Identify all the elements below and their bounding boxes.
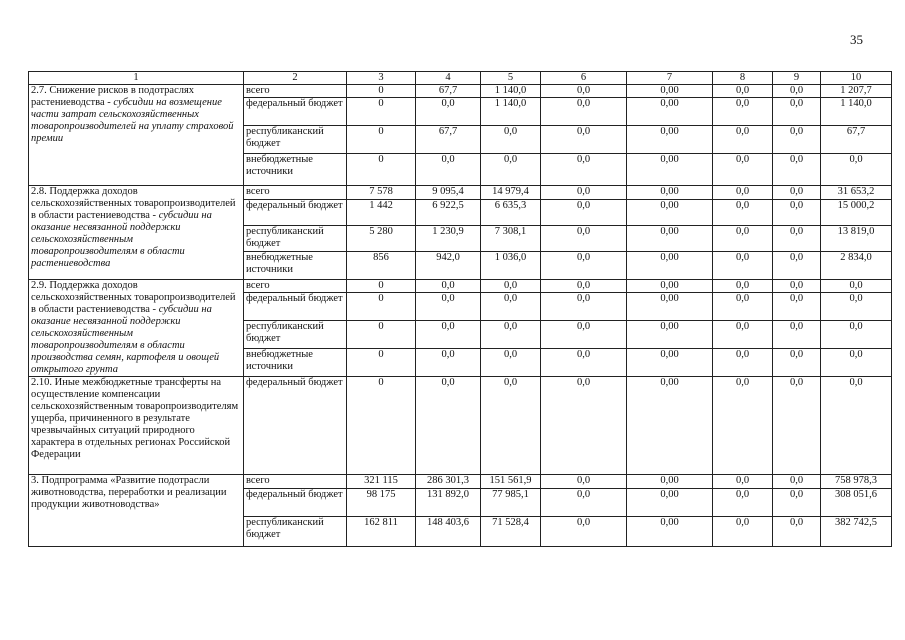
value-cell: 0,00: [627, 475, 713, 489]
value-cell: 0,0: [773, 321, 821, 349]
value-cell: 0,0: [541, 377, 627, 475]
value-cell: 0,00: [627, 489, 713, 517]
value-cell: 0,0: [773, 126, 821, 154]
value-cell: 0,00: [627, 280, 713, 293]
header-cell: 5: [481, 72, 541, 85]
funding-table: [28, 71, 892, 547]
value-cell: 0,0: [713, 98, 773, 126]
value-cell: 942,0: [416, 252, 481, 280]
funding-source: внебюджетные источники: [244, 349, 347, 377]
value-cell: 1 442: [347, 200, 416, 226]
row-description: [29, 377, 244, 475]
value-cell: 0,0: [713, 186, 773, 200]
value-cell: 0,0: [541, 226, 627, 252]
description-text: 2.8. Поддержка доходов сельскохозяйственных товаропроизводителей в области растениеводства -: [31, 186, 236, 221]
funding-source: внебюджетные источники: [244, 154, 347, 186]
value-cell: 0,0: [416, 154, 481, 186]
funding-source: республиканский бюджет: [244, 321, 347, 349]
value-cell: 0,0: [713, 377, 773, 475]
header-cell: 4: [416, 72, 481, 85]
value-cell: 0,0: [481, 293, 541, 321]
value-cell: 6 922,5: [416, 200, 481, 226]
header-cell: 3: [347, 72, 416, 85]
value-cell: 162 811: [347, 517, 416, 547]
table-row: [29, 377, 892, 475]
value-cell: 0,0: [541, 98, 627, 126]
row-description: [29, 85, 244, 186]
row-description: [29, 475, 244, 547]
header-cell: 6: [541, 72, 627, 85]
value-cell: 0,0: [773, 186, 821, 200]
value-cell: 0: [347, 280, 416, 293]
value-cell: 856: [347, 252, 416, 280]
value-cell: 308 051,6: [821, 489, 892, 517]
value-cell: 0,0: [541, 186, 627, 200]
value-cell: 321 115: [347, 475, 416, 489]
value-cell: 5 280: [347, 226, 416, 252]
value-cell: 0,0: [481, 154, 541, 186]
value-cell: 0,00: [627, 226, 713, 252]
value-cell: 1 140,0: [821, 98, 892, 126]
value-cell: 67,7: [416, 85, 481, 98]
funding-source: всего: [244, 186, 347, 200]
value-cell: 0,0: [481, 349, 541, 377]
value-cell: 0: [347, 126, 416, 154]
value-cell: 2 834,0: [821, 252, 892, 280]
value-cell: 0,0: [481, 321, 541, 349]
value-cell: 382 742,5: [821, 517, 892, 547]
value-cell: 0: [347, 377, 416, 475]
value-cell: 0,00: [627, 321, 713, 349]
description-italic-text: субсидии на оказание несвязанной поддержки сельскохозяйственным товаропроизводителям в области производства семян, картофеля и овощей открытого грунта: [31, 304, 220, 375]
value-cell: 0,0: [773, 252, 821, 280]
value-cell: 0,00: [627, 186, 713, 200]
header-row: [29, 72, 892, 85]
description-text: 3. Подпрограмма «Развитие подотрасли животноводства, переработки и реализации продукции животноводства»: [31, 475, 227, 510]
funding-source: федеральный бюджет: [244, 489, 347, 517]
funding-source: всего: [244, 475, 347, 489]
header-cell: 1: [29, 72, 244, 85]
value-cell: 0,00: [627, 154, 713, 186]
value-cell: 0: [347, 85, 416, 98]
value-cell: 0,0: [713, 226, 773, 252]
value-cell: 0,0: [541, 321, 627, 349]
value-cell: 131 892,0: [416, 489, 481, 517]
value-cell: 0,0: [821, 349, 892, 377]
value-cell: 0,0: [773, 349, 821, 377]
value-cell: 0,0: [773, 200, 821, 226]
header-cell: 7: [627, 72, 713, 85]
value-cell: 148 403,6: [416, 517, 481, 547]
value-cell: 0,0: [416, 280, 481, 293]
value-cell: 15 000,2: [821, 200, 892, 226]
value-cell: 0,0: [713, 517, 773, 547]
header-cell: 2: [244, 72, 347, 85]
header-cell: 8: [713, 72, 773, 85]
value-cell: 1 140,0: [481, 98, 541, 126]
value-cell: 0,0: [541, 126, 627, 154]
value-cell: 0: [347, 154, 416, 186]
value-cell: 0,0: [821, 154, 892, 186]
description-text: 2.9. Поддержка доходов сельскохозяйственных товаропроизводителей в области растениеводства -: [31, 280, 236, 315]
value-cell: 0: [347, 321, 416, 349]
value-cell: 0,0: [773, 377, 821, 475]
value-cell: 0,0: [773, 489, 821, 517]
value-cell: 286 301,3: [416, 475, 481, 489]
value-cell: 31 653,2: [821, 186, 892, 200]
value-cell: 14 979,4: [481, 186, 541, 200]
value-cell: 0,0: [713, 475, 773, 489]
value-cell: 0,0: [481, 377, 541, 475]
value-cell: 0,0: [541, 489, 627, 517]
value-cell: 0,0: [713, 252, 773, 280]
value-cell: 0,0: [481, 280, 541, 293]
value-cell: 0,00: [627, 517, 713, 547]
value-cell: 0,0: [773, 226, 821, 252]
page-number: 35: [850, 32, 863, 47]
funding-source: республиканский бюджет: [244, 126, 347, 154]
value-cell: 98 175: [347, 489, 416, 517]
funding-source: внебюджетные источники: [244, 252, 347, 280]
value-cell: 7 578: [347, 186, 416, 200]
value-cell: 0,0: [416, 293, 481, 321]
value-cell: 0,0: [541, 280, 627, 293]
value-cell: 0,0: [541, 252, 627, 280]
value-cell: 0,0: [821, 280, 892, 293]
value-cell: 0,0: [773, 85, 821, 98]
table-body: [29, 72, 892, 547]
value-cell: 1 207,7: [821, 85, 892, 98]
table-row: [29, 475, 892, 489]
value-cell: 71 528,4: [481, 517, 541, 547]
value-cell: 67,7: [821, 126, 892, 154]
value-cell: 151 561,9: [481, 475, 541, 489]
funding-source: всего: [244, 280, 347, 293]
value-cell: 0,0: [773, 154, 821, 186]
value-cell: 758 978,3: [821, 475, 892, 489]
value-cell: 0,0: [541, 475, 627, 489]
value-cell: 0,00: [627, 349, 713, 377]
value-cell: 0,00: [627, 85, 713, 98]
value-cell: 0,0: [713, 293, 773, 321]
row-description: [29, 186, 244, 280]
funding-source: республиканский бюджет: [244, 226, 347, 252]
description-italic-text: субсидии на оказание несвязанной поддержки сельскохозяйственным товаропроизводителям в области растениеводства: [31, 210, 212, 269]
funding-source: федеральный бюджет: [244, 200, 347, 226]
value-cell: 0,00: [627, 293, 713, 321]
value-cell: 0: [347, 293, 416, 321]
description-text: 2.7. Снижение рисков в подотраслях растениеводства -: [31, 85, 195, 108]
value-cell: 1 036,0: [481, 252, 541, 280]
value-cell: 0,0: [773, 280, 821, 293]
table-row: [29, 186, 892, 200]
funding-source: федеральный бюджет: [244, 377, 347, 475]
header-cell: 10: [821, 72, 892, 85]
funding-source: федеральный бюджет: [244, 293, 347, 321]
table-row: [29, 85, 892, 98]
value-cell: 7 308,1: [481, 226, 541, 252]
value-cell: 0,0: [416, 349, 481, 377]
funding-source: всего: [244, 85, 347, 98]
value-cell: 77 985,1: [481, 489, 541, 517]
value-cell: 0,0: [541, 200, 627, 226]
value-cell: 0,0: [821, 321, 892, 349]
description-italic-text: субсидии на возмещение части затрат сельскохозяйственных товаропроизводителей на уплату страховой премии: [31, 97, 234, 144]
value-cell: 0,00: [627, 377, 713, 475]
value-cell: 0,0: [541, 85, 627, 98]
value-cell: 0,0: [541, 293, 627, 321]
row-description: [29, 280, 244, 377]
value-cell: 1 140,0: [481, 85, 541, 98]
value-cell: 0,0: [416, 321, 481, 349]
value-cell: 0: [347, 349, 416, 377]
value-cell: 0,0: [713, 154, 773, 186]
value-cell: 0,0: [713, 280, 773, 293]
value-cell: 0,00: [627, 126, 713, 154]
value-cell: 0,00: [627, 252, 713, 280]
value-cell: 0,0: [713, 321, 773, 349]
value-cell: 0,0: [713, 200, 773, 226]
value-cell: 0,0: [713, 489, 773, 517]
value-cell: 0,0: [416, 98, 481, 126]
value-cell: 0,0: [821, 377, 892, 475]
value-cell: 0,0: [773, 475, 821, 489]
value-cell: 0,0: [713, 126, 773, 154]
value-cell: 0,0: [713, 85, 773, 98]
funding-source: республиканский бюджет: [244, 517, 347, 547]
value-cell: 0,0: [541, 517, 627, 547]
value-cell: 0,0: [416, 377, 481, 475]
value-cell: 0,0: [481, 126, 541, 154]
value-cell: 0,0: [713, 349, 773, 377]
value-cell: 0,0: [541, 349, 627, 377]
value-cell: 0,0: [821, 293, 892, 321]
value-cell: 6 635,3: [481, 200, 541, 226]
value-cell: 13 819,0: [821, 226, 892, 252]
value-cell: 0,0: [541, 154, 627, 186]
header-cell: 9: [773, 72, 821, 85]
value-cell: 67,7: [416, 126, 481, 154]
value-cell: 0,0: [773, 517, 821, 547]
value-cell: 9 095,4: [416, 186, 481, 200]
description-text: 2.10. Иные межбюджетные трансферты на осуществление компенсации сельскохозяйственным товаропроизводителям ущерба, причиненного в результате чрезвычайных ситуаций природного характера в отдельных регионах Российской Федерации: [31, 377, 239, 460]
value-cell: 1 230,9: [416, 226, 481, 252]
value-cell: 0,00: [627, 98, 713, 126]
funding-source: федеральный бюджет: [244, 98, 347, 126]
value-cell: 0,0: [773, 293, 821, 321]
value-cell: 0: [347, 98, 416, 126]
table-row: [29, 280, 892, 293]
value-cell: 0,0: [773, 98, 821, 126]
value-cell: 0,00: [627, 200, 713, 226]
